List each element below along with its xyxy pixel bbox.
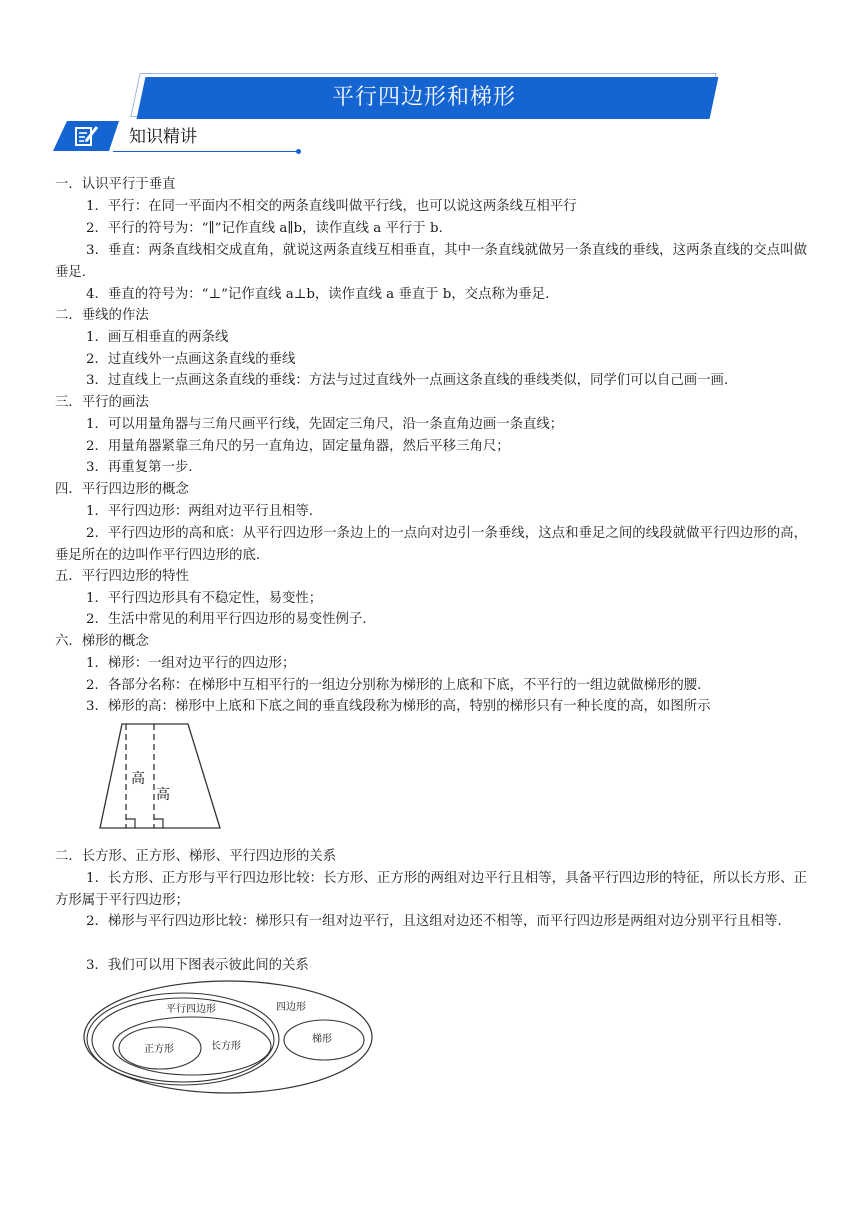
s2-p2: 2．过直线外一点画这条直线的垂线 [86,352,296,367]
s4-p2: 2．平行四边形的高和底：从平行四边形一条边上的一点向对边引一条垂线，这点和垂足之间的线段就做平行四边形的高，垂足所在的边叫作平行四边形的底. [55,526,807,563]
s1-heading: 一．认识平行于垂直 [55,177,176,192]
s6-p1: 1．梯形：一组对边平行的四边形； [86,656,296,671]
s4-p1: 1．平行四边形：两组对边平行且相等. [86,504,314,519]
s3-heading: 三．平行的画法 [55,395,149,410]
s7-p3: 3．我们可以用下图表示彼此间的关系 [86,958,309,973]
section-underline-dot [296,149,301,154]
s7-p1: 1．长方形、正方形与平行四边形比较：长方形、正方形的两组对边平行且相等，具备平行四边形的特征，所以长方形、正方形属于平行四边形； [55,871,807,908]
square-label: 正方形 [144,1044,174,1055]
s2-p3: 3．过直线上一点画这条直线的垂线：方法与过过直线外一点画这条直线的垂线类似，同学们可以自己画一画. [86,373,729,388]
section-heading-text: 知识精讲 [129,127,197,147]
s5-p2: 2．生活中常见的利用平行四边形的易变性例子. [86,612,367,627]
s6-heading: 六．梯形的概念 [55,634,149,649]
height-label-1: 高 [131,771,145,787]
rectangle-ellipse [113,1017,271,1075]
right-angle-mark-1 [126,819,135,828]
s1-p4: 4．垂直的符号为：“⊥”记作直线 a⊥b，读作直线 a 垂直于 b，交点称为垂足. [86,287,550,302]
s7-p2: 2．梯形与平行四边形比较：梯形只有一组对边平行，且这组对边还不相等，而平行四边形是两组对边分别平行且相等. [86,914,782,929]
s3-p1: 1．可以用量角器与三角尺画平行线，先固定三角尺，沿一条直角边画一条直线； [86,417,564,432]
s3-p2: 2．用量角器紧靠三角尺的另一直角边，固定量角器，然后平移三角尺； [86,439,510,454]
s5-heading: 五．平行四边形的特性 [55,569,189,584]
s2-p1: 1．画互相垂直的两条线 [86,330,229,345]
relationship-diagram [80,978,382,1096]
rectangle-label: 长方形 [211,1041,241,1052]
height-label-2: 高 [156,787,170,803]
s2-heading: 二．垂线的作法 [55,308,149,323]
s7-heading: 二．长方形、正方形、梯形、平行四边形的关系 [55,849,337,864]
title-banner [135,73,713,119]
trapezoid-shape [100,724,220,828]
section-underline [113,151,299,152]
s1-p3: 3．垂直：两条直线相交成直角，就说这两条直线互相垂直，其中一条直线就做另一条直线的垂线，这两条直线的交点叫做垂足. [55,243,807,280]
s4-heading: 四．平行四边形的概念 [55,482,189,497]
s1-p2: 2．平行的符号为：“∥”记作直线 a∥b，读作直线 a 平行于 b. [86,221,443,236]
s3-p3: 3．再重复第一步. [86,460,193,475]
s1-p1: 1．平行：在同一平面内不相交的两条直线叫做平行线，也可以说这两条线互相平行 [86,199,577,214]
right-angle-mark-2 [154,819,163,828]
section-heading [53,121,253,155]
quadrilateral-label: 四边形 [276,1002,306,1013]
trapezoid-label: 梯形 [312,1034,332,1045]
s6-p2: 2．各部分名称：在梯形中互相平行的一组边分别称为梯形的上底和下底，不平行的一组边就做梯形的腰. [86,678,702,693]
s5-p1: 1．平行四边形具有不稳定性，易变性； [86,591,323,606]
s6-p3: 3．梯形的高：梯形中上底和下底之间的垂直线段称为梯形的高，特别的梯形只有一种长度的高，如图所示 [86,699,711,714]
page-title: 平行四边形和梯形 [331,85,516,110]
notepad-pencil-icon [73,124,101,148]
parallelogram-label: 平行四边形 [166,1004,216,1015]
trapezoid-figure [95,718,227,832]
